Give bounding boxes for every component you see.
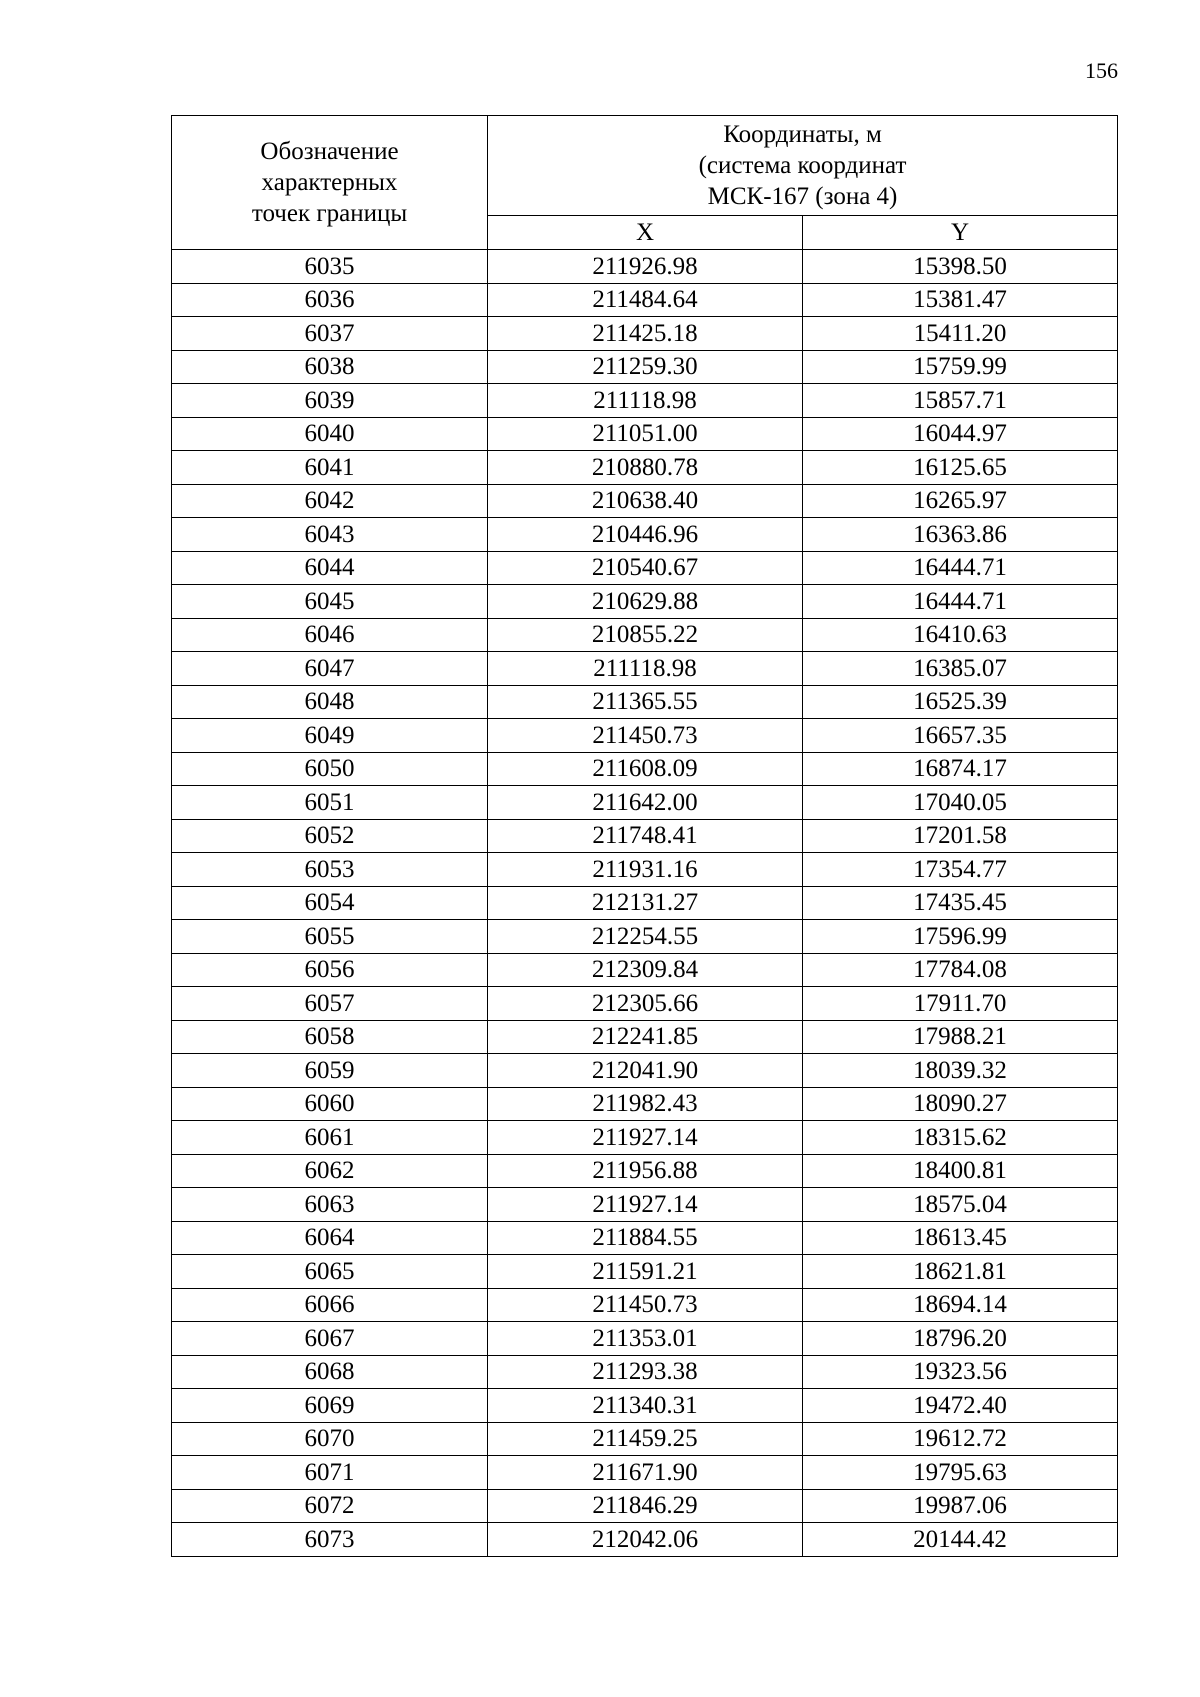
point-id-cell: 6044: [172, 551, 488, 585]
table-row: [172, 652, 1118, 686]
x-coordinate-cell: 211118.98: [488, 384, 803, 418]
x-coordinate-cell: 212041.90: [488, 1054, 803, 1088]
point-id-cell: 6056: [172, 953, 488, 987]
table-row: [172, 417, 1118, 451]
table-row: [172, 685, 1118, 719]
table-row: [172, 350, 1118, 384]
table-row: [172, 719, 1118, 753]
header-point-line-2: характерных: [261, 169, 398, 196]
point-id-cell: 6064: [172, 1221, 488, 1255]
x-coordinate-cell: 211484.64: [488, 283, 803, 317]
y-coordinate-cell: 18621.81: [803, 1255, 1118, 1289]
x-coordinate-cell: 212309.84: [488, 953, 803, 987]
point-id-cell: 6048: [172, 685, 488, 719]
x-coordinate-cell: 211931.16: [488, 853, 803, 887]
header-coords-line-2: (система координат: [698, 152, 907, 179]
point-id-cell: 6063: [172, 1188, 488, 1222]
point-id-cell: 6067: [172, 1322, 488, 1356]
table-row: [172, 1221, 1118, 1255]
table-row: [172, 484, 1118, 518]
point-id-cell: 6049: [172, 719, 488, 753]
table-row: [172, 1456, 1118, 1490]
y-coordinate-cell: 16125.65: [803, 451, 1118, 485]
y-coordinate-cell: 18090.27: [803, 1087, 1118, 1121]
y-coordinate-cell: 18694.14: [803, 1288, 1118, 1322]
x-coordinate-cell: 211259.30: [488, 350, 803, 384]
y-coordinate-cell: 17435.45: [803, 886, 1118, 920]
page-number: 156: [1085, 58, 1118, 83]
y-coordinate-cell: 19472.40: [803, 1389, 1118, 1423]
table-row: [172, 1489, 1118, 1523]
table-row: [172, 819, 1118, 853]
x-coordinate-cell: 211353.01: [488, 1322, 803, 1356]
table-row: [172, 1523, 1118, 1557]
table-row: [172, 1355, 1118, 1389]
table-row: [172, 451, 1118, 485]
point-id-cell: 6047: [172, 652, 488, 686]
header-point-designation: [172, 116, 488, 250]
point-id-cell: 6042: [172, 484, 488, 518]
x-coordinate-cell: 211591.21: [488, 1255, 803, 1289]
x-coordinate-cell: 210880.78: [488, 451, 803, 485]
header-coords-line-1: Координаты, м: [723, 121, 882, 148]
y-coordinate-cell: 17201.58: [803, 819, 1118, 853]
y-coordinate-cell: 19987.06: [803, 1489, 1118, 1523]
header-coords-line-3: МСК-167 (зона 4): [707, 183, 898, 210]
x-coordinate-cell: 211748.41: [488, 819, 803, 853]
point-id-cell: 6071: [172, 1456, 488, 1490]
y-coordinate-cell: 18039.32: [803, 1054, 1118, 1088]
y-coordinate-cell: 15857.71: [803, 384, 1118, 418]
y-coordinate-cell: 16657.35: [803, 719, 1118, 753]
y-coordinate-cell: 19795.63: [803, 1456, 1118, 1490]
y-coordinate-cell: 18315.62: [803, 1121, 1118, 1155]
header-coordinates: [488, 116, 1118, 216]
y-coordinate-cell: 18575.04: [803, 1188, 1118, 1222]
table-row: [172, 886, 1118, 920]
point-id-cell: 6057: [172, 987, 488, 1021]
x-coordinate-cell: 211927.14: [488, 1188, 803, 1222]
table-row: [172, 1054, 1118, 1088]
y-coordinate-cell: 16363.86: [803, 518, 1118, 552]
table-row: [172, 283, 1118, 317]
y-coordinate-cell: 18400.81: [803, 1154, 1118, 1188]
point-id-cell: 6058: [172, 1020, 488, 1054]
point-id-cell: 6041: [172, 451, 488, 485]
x-coordinate-cell: 211884.55: [488, 1221, 803, 1255]
x-coordinate-cell: 211671.90: [488, 1456, 803, 1490]
point-id-cell: 6069: [172, 1389, 488, 1423]
point-id-cell: 6068: [172, 1355, 488, 1389]
table-row: [172, 1322, 1118, 1356]
header-x: X: [488, 216, 803, 250]
x-coordinate-cell: 211927.14: [488, 1121, 803, 1155]
point-id-cell: 6052: [172, 819, 488, 853]
y-coordinate-cell: 18796.20: [803, 1322, 1118, 1356]
point-id-cell: 6061: [172, 1121, 488, 1155]
x-coordinate-cell: 211340.31: [488, 1389, 803, 1423]
y-coordinate-cell: 17911.70: [803, 987, 1118, 1021]
x-coordinate-cell: 211365.55: [488, 685, 803, 719]
point-id-cell: 6060: [172, 1087, 488, 1121]
point-id-cell: 6036: [172, 283, 488, 317]
x-coordinate-cell: 211450.73: [488, 719, 803, 753]
point-id-cell: 6040: [172, 417, 488, 451]
x-coordinate-cell: 212241.85: [488, 1020, 803, 1054]
x-coordinate-cell: 211425.18: [488, 317, 803, 351]
table-row: [172, 786, 1118, 820]
x-coordinate-cell: 211982.43: [488, 1087, 803, 1121]
point-id-cell: 6066: [172, 1288, 488, 1322]
table-row: [172, 853, 1118, 887]
y-coordinate-cell: 17988.21: [803, 1020, 1118, 1054]
point-id-cell: 6065: [172, 1255, 488, 1289]
point-id-cell: 6053: [172, 853, 488, 887]
table-row: [172, 1255, 1118, 1289]
table-row: [172, 1288, 1118, 1322]
x-coordinate-cell: 211051.00: [488, 417, 803, 451]
table-row: [172, 317, 1118, 351]
point-id-cell: 6055: [172, 920, 488, 954]
table-row: [172, 987, 1118, 1021]
point-id-cell: 6050: [172, 752, 488, 786]
y-coordinate-cell: 16444.71: [803, 585, 1118, 619]
y-coordinate-cell: 16525.39: [803, 685, 1118, 719]
y-coordinate-cell: 18613.45: [803, 1221, 1118, 1255]
table-row: [172, 551, 1118, 585]
table-row: [172, 585, 1118, 619]
table-row: [172, 1020, 1118, 1054]
table-row: [172, 752, 1118, 786]
table-row: [172, 1389, 1118, 1423]
x-coordinate-cell: 210540.67: [488, 551, 803, 585]
x-coordinate-cell: 210446.96: [488, 518, 803, 552]
y-coordinate-cell: 17354.77: [803, 853, 1118, 887]
x-coordinate-cell: 211846.29: [488, 1489, 803, 1523]
y-coordinate-cell: 19612.72: [803, 1422, 1118, 1456]
x-coordinate-cell: 210855.22: [488, 618, 803, 652]
coordinates-table: [171, 115, 1118, 1557]
point-id-cell: 6035: [172, 250, 488, 284]
y-coordinate-cell: 20144.42: [803, 1523, 1118, 1557]
header-point-line-1: Обозначение: [260, 138, 399, 165]
x-coordinate-cell: 212042.06: [488, 1523, 803, 1557]
table-row: [172, 618, 1118, 652]
point-id-cell: 6073: [172, 1523, 488, 1557]
table-body: [172, 250, 1118, 1557]
point-id-cell: 6072: [172, 1489, 488, 1523]
y-coordinate-cell: 15411.20: [803, 317, 1118, 351]
point-id-cell: 6046: [172, 618, 488, 652]
y-coordinate-cell: 17596.99: [803, 920, 1118, 954]
y-coordinate-cell: 16385.07: [803, 652, 1118, 686]
header-y: Y: [803, 216, 1118, 250]
x-coordinate-cell: 210638.40: [488, 484, 803, 518]
table-row: [172, 384, 1118, 418]
y-coordinate-cell: 16410.63: [803, 618, 1118, 652]
point-id-cell: 6059: [172, 1054, 488, 1088]
x-coordinate-cell: 212131.27: [488, 886, 803, 920]
x-coordinate-cell: 211956.88: [488, 1154, 803, 1188]
table-row: [172, 1188, 1118, 1222]
y-coordinate-cell: 15398.50: [803, 250, 1118, 284]
y-coordinate-cell: 17040.05: [803, 786, 1118, 820]
x-coordinate-cell: 212305.66: [488, 987, 803, 1021]
y-coordinate-cell: 16044.97: [803, 417, 1118, 451]
x-coordinate-cell: 211293.38: [488, 1355, 803, 1389]
y-coordinate-cell: 19323.56: [803, 1355, 1118, 1389]
header-point-line-3: точек границы: [251, 200, 408, 227]
point-id-cell: 6070: [172, 1422, 488, 1456]
x-coordinate-cell: 211459.25: [488, 1422, 803, 1456]
x-coordinate-cell: 210629.88: [488, 585, 803, 619]
table-row: [172, 953, 1118, 987]
point-id-cell: 6054: [172, 886, 488, 920]
table-row: [172, 1154, 1118, 1188]
y-coordinate-cell: 15381.47: [803, 283, 1118, 317]
y-coordinate-cell: 16874.17: [803, 752, 1118, 786]
table-row: [172, 1422, 1118, 1456]
x-coordinate-cell: 211608.09: [488, 752, 803, 786]
point-id-cell: 6045: [172, 585, 488, 619]
table-row: [172, 250, 1118, 284]
x-coordinate-cell: 211642.00: [488, 786, 803, 820]
table-row: [172, 1087, 1118, 1121]
y-coordinate-cell: 16444.71: [803, 551, 1118, 585]
table-row: [172, 920, 1118, 954]
point-id-cell: 6062: [172, 1154, 488, 1188]
x-coordinate-cell: 211118.98: [488, 652, 803, 686]
point-id-cell: 6038: [172, 350, 488, 384]
x-coordinate-cell: 211450.73: [488, 1288, 803, 1322]
y-coordinate-cell: 17784.08: [803, 953, 1118, 987]
y-coordinate-cell: 15759.99: [803, 350, 1118, 384]
x-coordinate-cell: 211926.98: [488, 250, 803, 284]
point-id-cell: 6039: [172, 384, 488, 418]
table-row: [172, 518, 1118, 552]
x-coordinate-cell: 212254.55: [488, 920, 803, 954]
table-row: [172, 1121, 1118, 1155]
y-coordinate-cell: 16265.97: [803, 484, 1118, 518]
point-id-cell: 6037: [172, 317, 488, 351]
point-id-cell: 6051: [172, 786, 488, 820]
point-id-cell: 6043: [172, 518, 488, 552]
